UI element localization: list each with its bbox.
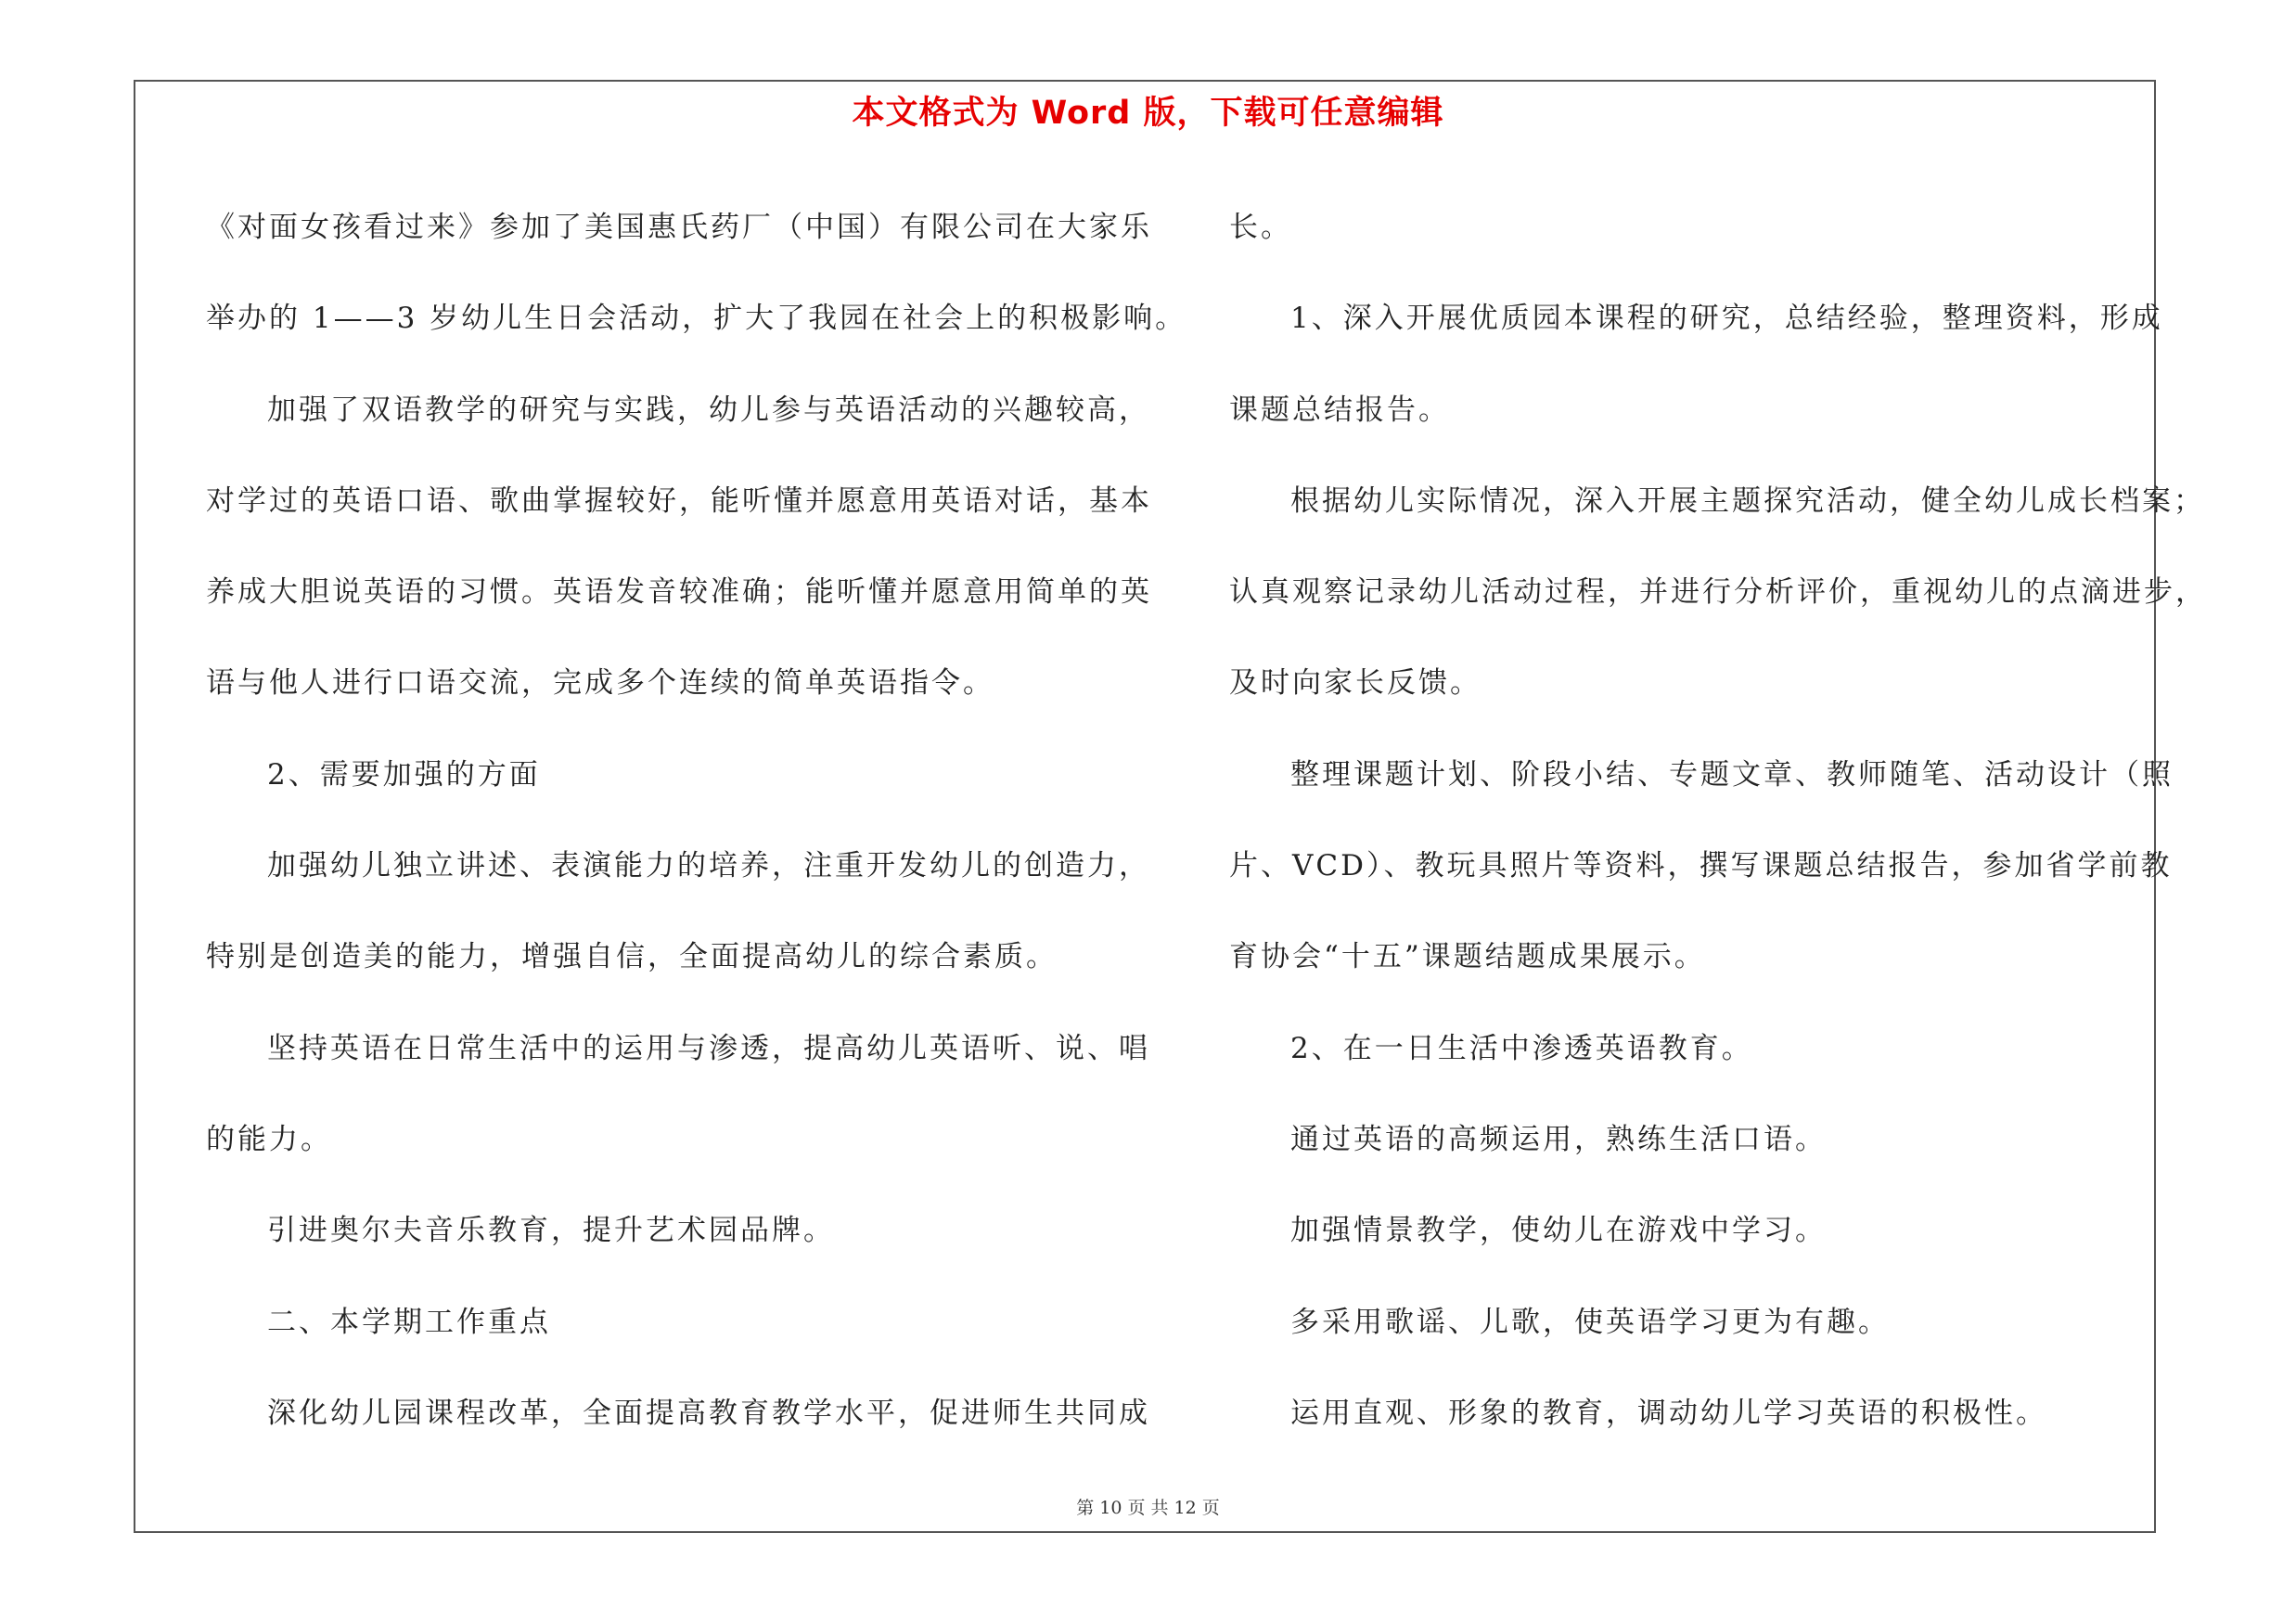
paragraph-line: 通过英语的高频运用，熟练生活口语。 — [1290, 1122, 1827, 1156]
paragraph-line: 特别是创造美的能力，增强自信，全面提高幼儿的综合素质。 — [206, 940, 1058, 974]
page-number-footer: 第 10 页 共 12 页 — [1076, 1498, 1220, 1518]
paragraph-line: 《对面女孩看过来》参加了美国惠氏药厂（中国）有限公司在大家乐 — [206, 211, 1152, 244]
paragraph-line: 对学过的英语口语、歌曲掌握较好，能听懂并愿意用英语对话，基本 — [206, 483, 1152, 518]
paragraph-line: 语与他人进行口语交流，完成多个连续的简单英语指令。 — [206, 666, 994, 701]
paragraph-line: 长。 — [1229, 211, 1292, 244]
paragraph-line: 运用直观、形象的教育，调动幼儿学习英语的积极性。 — [1290, 1396, 2047, 1430]
paragraph-line: 2、需要加强的方面 — [267, 757, 541, 792]
paragraph-line: 课题总结报告。 — [1229, 393, 1450, 427]
paragraph-line: 坚持英语在日常生活中的运用与渗透，提高幼儿英语听、说、唱 — [267, 1031, 1150, 1065]
paragraph-line: 根据幼儿实际情况，深入开展主题探究活动，健全幼儿成长档案； — [1290, 483, 2205, 518]
paragraph-line: 加强了双语教学的研究与实践，幼儿参与英语活动的兴趣较高， — [267, 393, 1150, 427]
left-text-column — [206, 182, 1187, 1459]
paragraph-line: 整理课题计划、阶段小结、专题文章、教师随笔、活动设计（照 — [1290, 757, 2174, 792]
paragraph-line: 育协会“十五”课题结题成果展示。 — [1229, 940, 1706, 974]
paragraph-line: 加强情景教学，使幼儿在游戏中学习。 — [1290, 1214, 1827, 1248]
paragraph-line: 1、深入开展优质园本课程的研究，总结经验，整理资料，形成 — [1290, 302, 2163, 336]
paragraph-line: 多采用歌谣、儿歌，使英语学习更为有趣。 — [1290, 1305, 1890, 1339]
paragraph-line: 引进奥尔夫音乐教育，提升艺术园品牌。 — [267, 1214, 835, 1248]
paragraph-line: 2、在一日生活中渗透英语教育。 — [1290, 1031, 1753, 1065]
paragraph-line: 认真观察记录幼儿活动过程，并进行分析评价，重视幼儿的点滴进步， — [1229, 575, 2207, 610]
paragraph-line: 养成大胆说英语的习惯。英语发音较准确；能听懂并愿意用简单的英 — [206, 575, 1152, 610]
right-text-column — [1229, 182, 2207, 1459]
word-format-banner: 本文格式为 Word 版，下载可任意编辑 — [852, 95, 1444, 132]
paragraph-line: 的能力。 — [206, 1122, 332, 1156]
paragraph-line: 举办的 1——3 岁幼儿生日会活动，扩大了我园在社会上的积极影响。 — [206, 302, 1187, 336]
paragraph-line: 深化幼儿园课程改革，全面提高教育教学水平，促进师生共同成 — [267, 1396, 1150, 1430]
paragraph-line: 片、VCD）、教玩具照片等资料，撰写课题总结报告，参加省学前教 — [1229, 849, 2173, 883]
paragraph-line: 二、本学期工作重点 — [267, 1305, 551, 1339]
paragraph-line: 及时向家长反馈。 — [1229, 666, 1481, 701]
paragraph-line: 加强幼儿独立讲述、表演能力的培养，注重开发幼儿的创造力， — [267, 849, 1150, 883]
